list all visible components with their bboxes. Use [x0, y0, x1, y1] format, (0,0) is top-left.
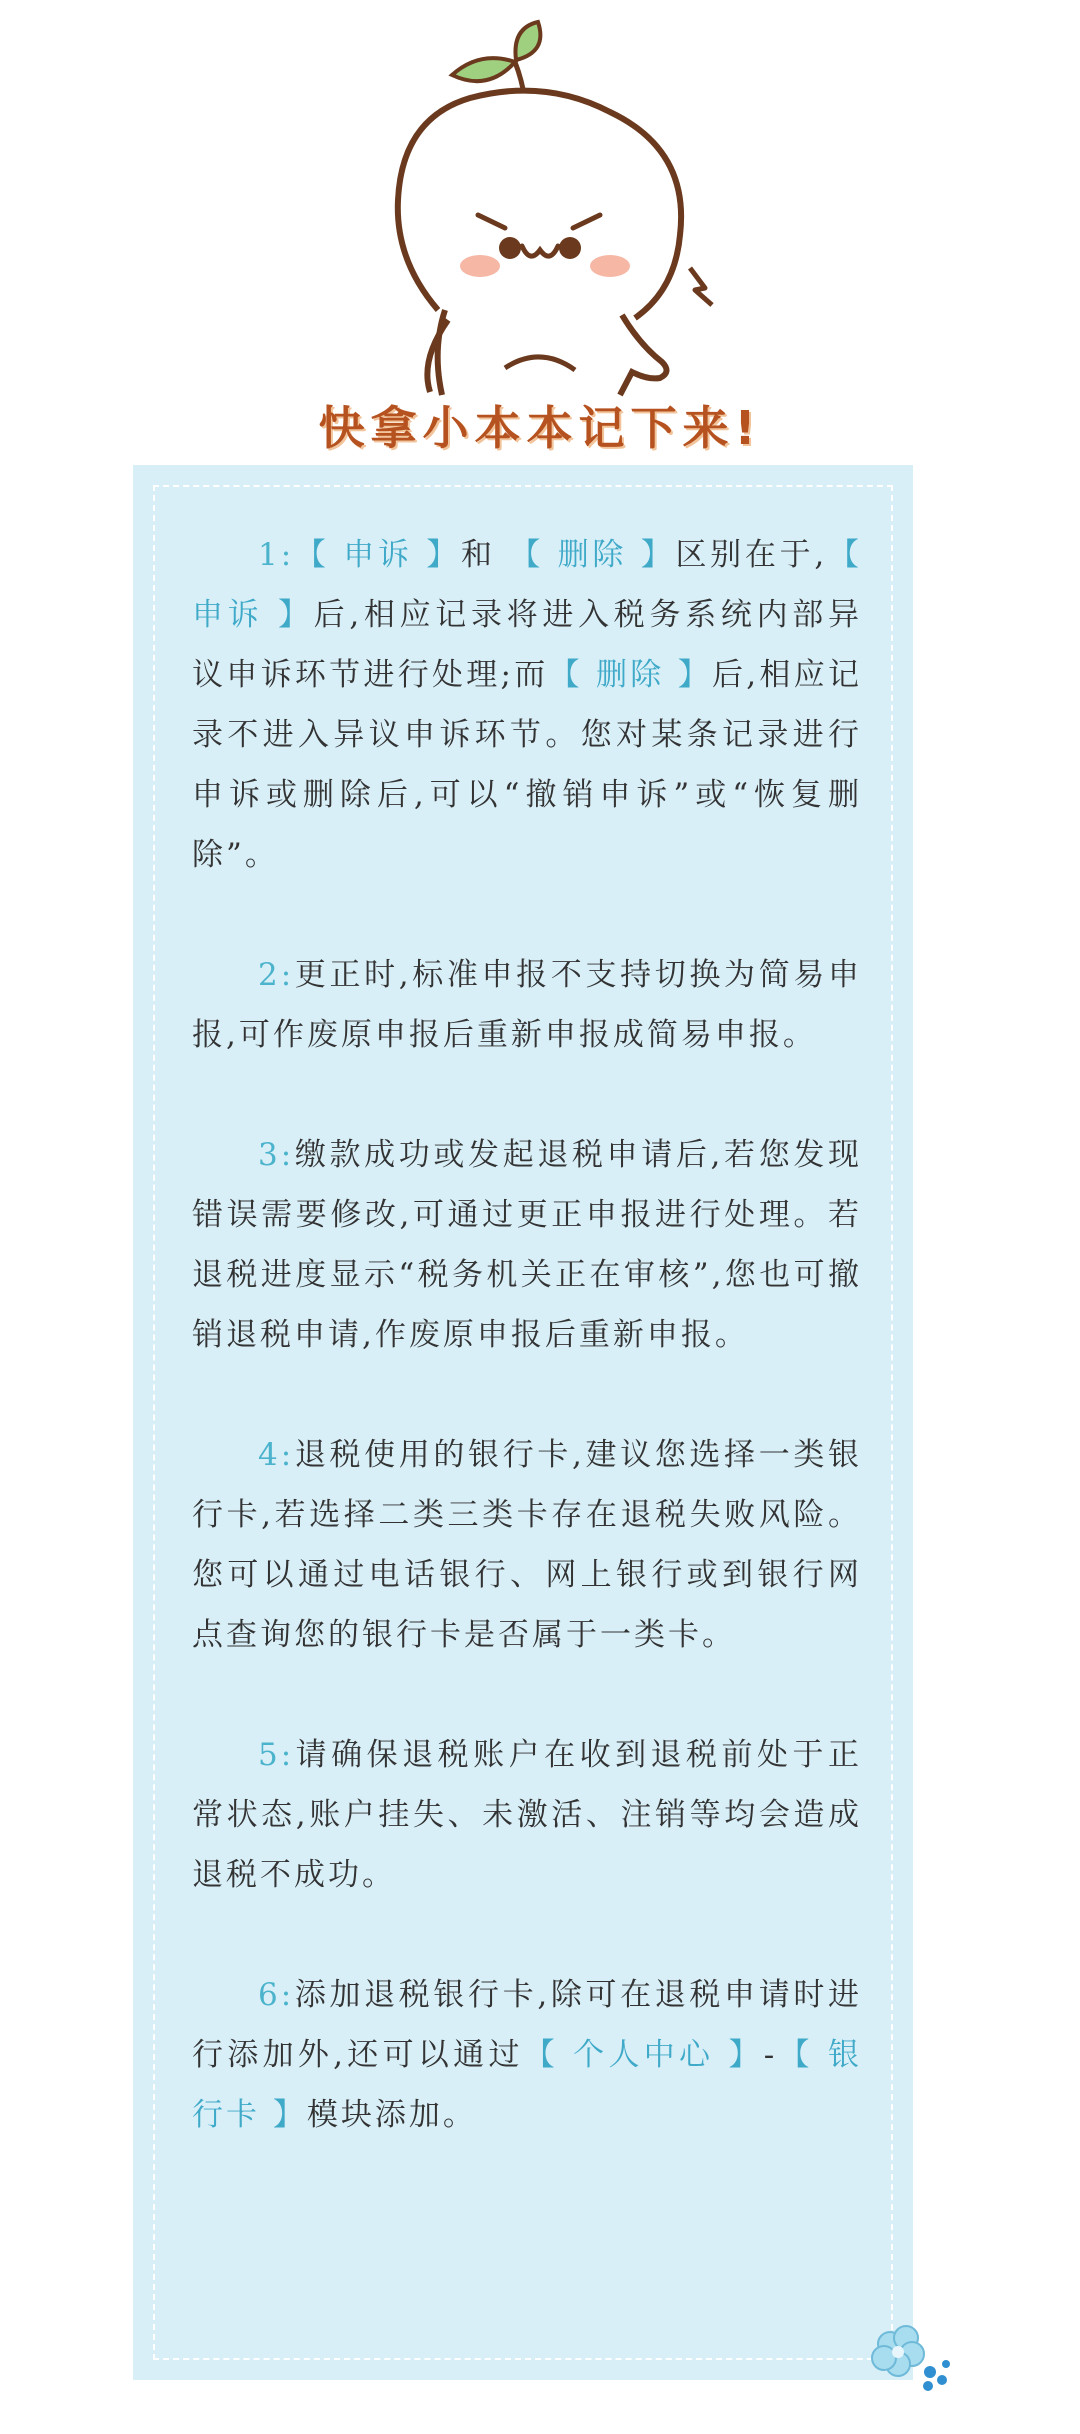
keyword-highlight: 【 删除 】	[548, 657, 712, 693]
sprout-leaf-left-icon	[452, 58, 515, 81]
note-text: 添加退税银行卡,除可在退税申请时进行添加外,还可以通过	[192, 1977, 862, 2073]
flower-decoration-icon	[868, 2318, 958, 2398]
note-paragraph	[192, 1125, 862, 1365]
note-text: 更正时,标准申报不支持切换为简易申报,可作废原申报后重新申报成简易申报。	[192, 957, 862, 1053]
keyword-highlight: 【 个人中心 】	[523, 2037, 764, 2073]
mascot-eye-right	[559, 237, 581, 259]
mascot-eye-left	[499, 237, 521, 259]
note-paragraph	[192, 945, 862, 1065]
note-paragraph	[192, 525, 862, 885]
note-text: 后,相应记录将进入税务系统内部异议申诉环节进行处理;而	[192, 597, 862, 693]
mascot-blush-left	[460, 255, 500, 277]
banner-title: 快拿小本本记下来!	[318, 401, 762, 455]
note-text: 区别在于,	[675, 537, 828, 573]
keyword-highlight: 【 删除 】	[509, 537, 676, 573]
note-text: 和	[461, 537, 510, 573]
keyword-highlight: 【 申诉 】	[294, 537, 462, 573]
note-number: 5:	[258, 1737, 295, 1773]
note-number: 3:	[258, 1137, 295, 1173]
notes-content	[192, 525, 862, 2145]
note-paragraph	[192, 1725, 862, 1905]
note-text: 后,相应记录不进入异议申诉环节。您对某条记录进行申诉或删除后,可以“撤销申诉”或“恢复删除”。	[192, 657, 862, 873]
notes-panel	[133, 465, 913, 2380]
keyword-highlight: 【 银行卡 】	[192, 2037, 862, 2133]
note-text: 缴款成功或发起退税申请后,若您发现错误需要修改,可通过更正申报进行处理。若退税进度显示“税务机关正在审核”,您也可撤销退税申请,作废原申报后重新申报。	[192, 1137, 862, 1353]
note-number: 1:	[258, 537, 295, 573]
sprout-leaf-right-icon	[515, 22, 540, 60]
note-text: 模块添加。	[306, 2097, 477, 2133]
note-number: 6:	[258, 1977, 295, 2013]
mascot-blush-right	[590, 255, 630, 277]
note-text: 请确保退税账户在收到退税前处于正常状态,账户挂失、未激活、注销等均会造成退税不成功。	[192, 1737, 862, 1893]
mascot-arm-right	[620, 315, 667, 395]
note-paragraph	[192, 1965, 862, 2145]
note-text: -	[763, 2037, 778, 2073]
mascot-head	[398, 91, 681, 318]
keyword-highlight: 【 申诉 】	[192, 537, 862, 633]
note-number: 2:	[258, 957, 295, 993]
note-number: 4:	[258, 1437, 295, 1473]
mascot-mouth-frown	[505, 357, 575, 370]
note-text: 退税使用的银行卡,建议您选择一类银行卡,若选择二类三类卡存在退税失败风险。您可以通过电话银行、网上银行或到银行网点查询您的银行卡是否属于一类卡。	[192, 1437, 862, 1653]
anger-mark-icon	[690, 268, 712, 305]
note-paragraph	[192, 1425, 862, 1665]
